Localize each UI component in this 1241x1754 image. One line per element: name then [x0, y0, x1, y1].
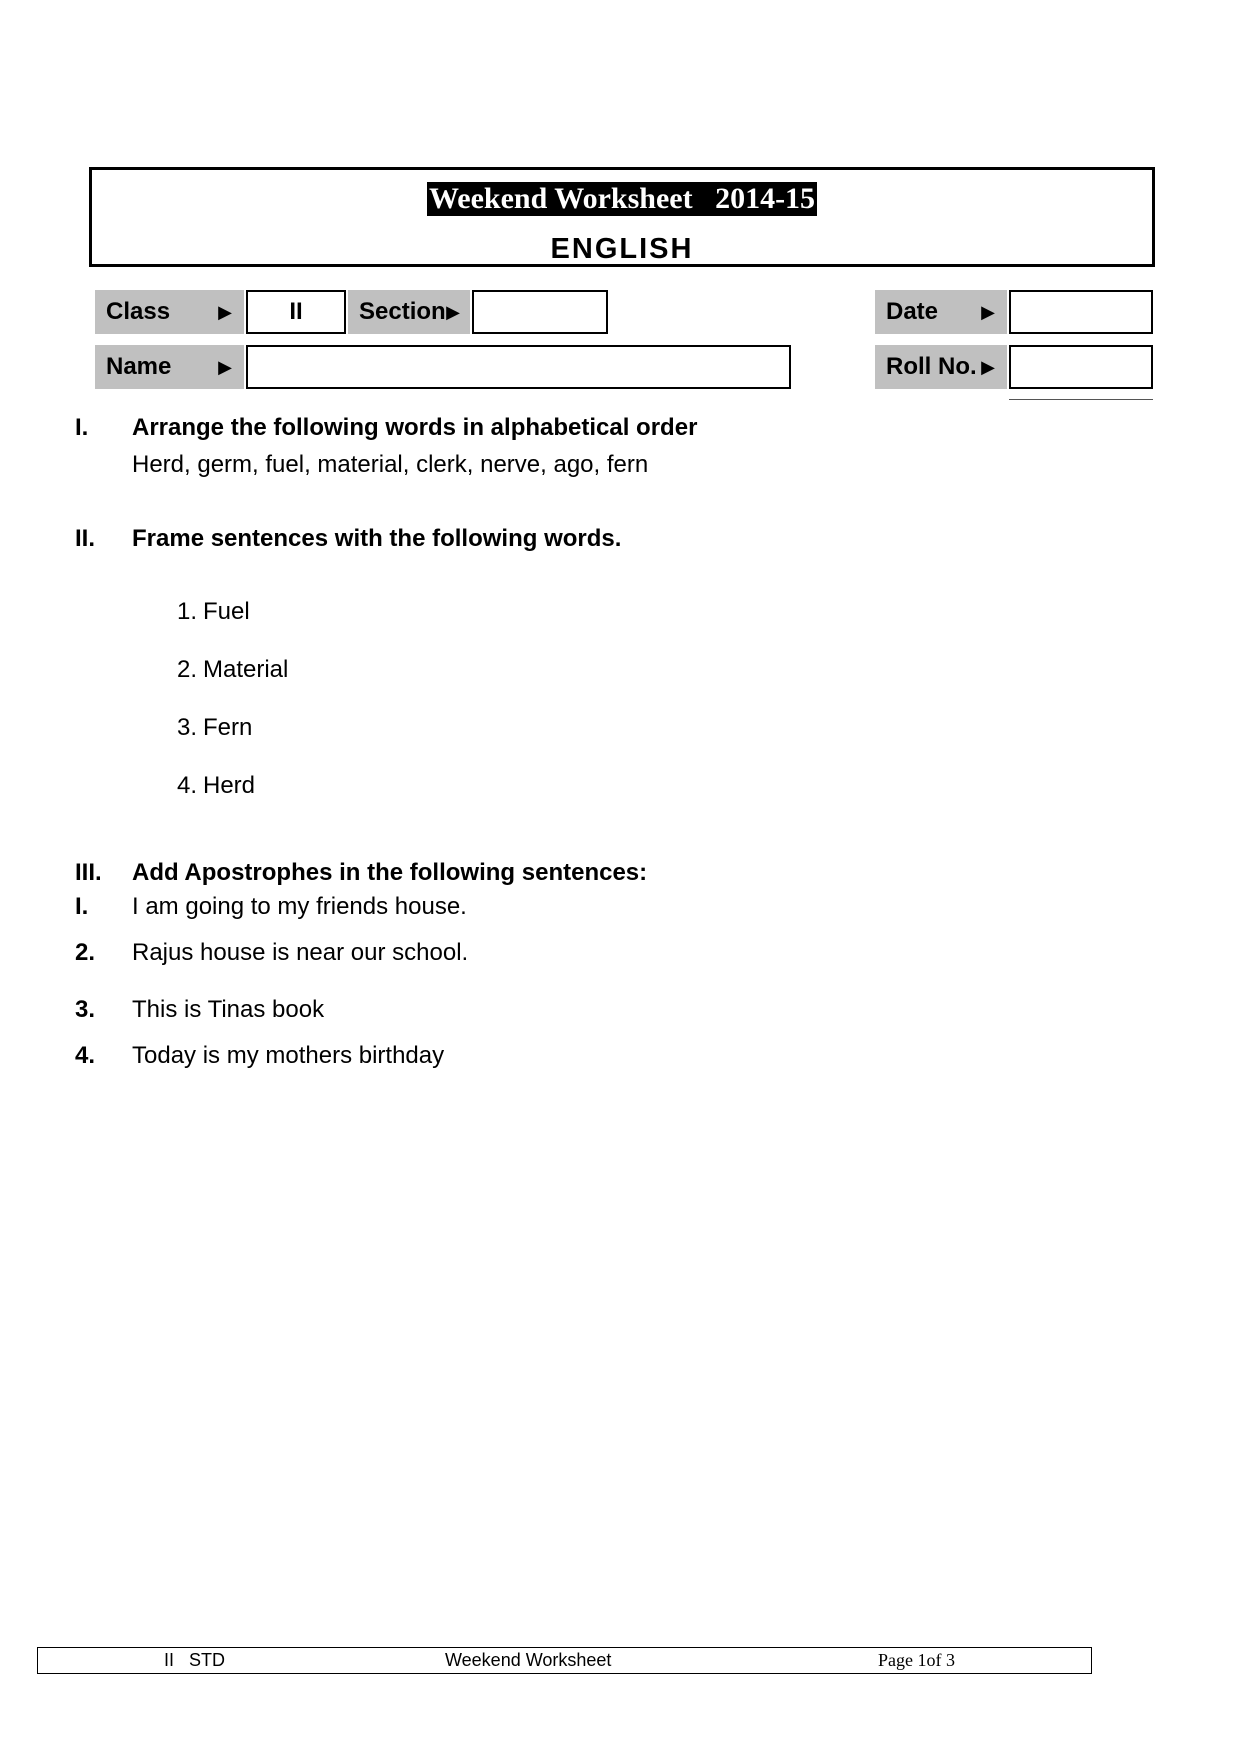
- footer-std: II STD: [164, 1650, 226, 1670]
- section-1-words: Herd, germ, fuel, material, clerk, nerve, ago, fern: [132, 451, 649, 478]
- divider: [1009, 399, 1153, 400]
- sentence-number: 3.: [75, 996, 96, 1023]
- name-field[interactable]: [246, 345, 791, 389]
- sentence-number: 4.: [75, 1042, 96, 1069]
- footer-page-number: Page 1of 3: [878, 1650, 955, 1670]
- class-label: [95, 290, 244, 334]
- date-field[interactable]: [1009, 290, 1153, 334]
- sentence-text: Rajus house is near our school.: [132, 939, 469, 966]
- arrow-right-icon: ▶: [981, 357, 995, 377]
- section-3-number: III.: [75, 859, 102, 886]
- roll-no-label-text: Roll No.: [886, 353, 977, 380]
- list-number: 1.: [176, 598, 197, 625]
- arrow-right-icon: ▶: [446, 302, 460, 322]
- section-label: [348, 290, 470, 334]
- name-label: [95, 345, 244, 389]
- sentence-text: I am going to my friends house.: [132, 893, 467, 920]
- footer-title: Weekend Worksheet: [445, 1650, 612, 1670]
- list-number: 4.: [176, 772, 197, 799]
- worksheet-header: [89, 167, 1155, 267]
- arrow-right-icon: ▶: [218, 302, 232, 322]
- section-3-heading: Add Apostrophes in the following sentences:: [132, 859, 648, 886]
- section-1-heading: Arrange the following words in alphabetical order: [132, 414, 698, 441]
- section-1-number: I.: [75, 414, 89, 441]
- name-label-text: Name: [106, 353, 172, 380]
- roll-no-field[interactable]: [1009, 345, 1153, 389]
- sentence-number: I.: [75, 893, 89, 920]
- section-2-number: II.: [75, 525, 96, 552]
- arrow-right-icon: ▶: [218, 357, 232, 377]
- list-text: Fern: [203, 714, 253, 741]
- roll-no-label: [875, 345, 1007, 389]
- class-value-box: II: [246, 290, 346, 334]
- list-number: 3.: [176, 714, 197, 741]
- sentence-text: This is Tinas book: [132, 996, 325, 1023]
- sentence-number: 2.: [75, 939, 96, 966]
- section-2-heading: Frame sentences with the following words.: [132, 525, 622, 552]
- section-label-text: Section: [359, 298, 446, 325]
- arrow-right-icon: ▶: [981, 302, 995, 322]
- date-label-text: Date: [886, 298, 939, 325]
- date-label: [875, 290, 1007, 334]
- page-footer: [37, 1647, 1092, 1674]
- class-label-text: Class: [106, 298, 171, 325]
- list-text: Fuel: [203, 598, 250, 625]
- list-text: Material: [203, 656, 289, 683]
- list-text: Herd: [203, 772, 256, 799]
- section-field[interactable]: [472, 290, 608, 334]
- subject-title: ENGLISH: [550, 233, 694, 265]
- worksheet-title: Weekend Worksheet 2014-15: [428, 182, 816, 215]
- sentence-text: Today is my mothers birthday: [132, 1042, 445, 1069]
- list-number: 2.: [176, 656, 197, 683]
